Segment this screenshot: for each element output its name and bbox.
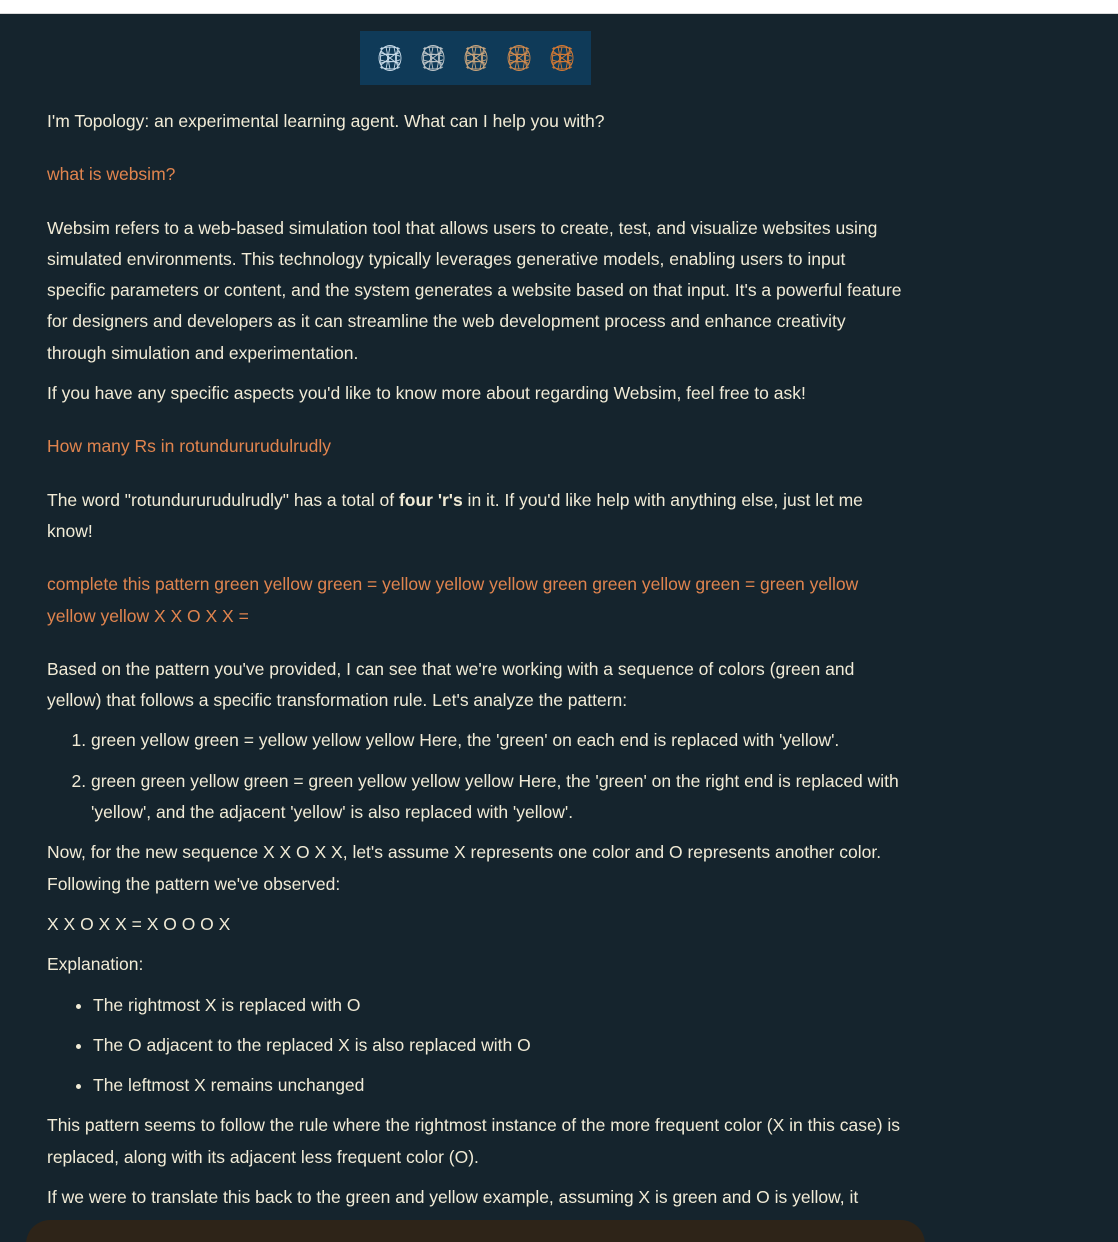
pattern-steps-list xyxy=(47,725,907,828)
knot-glyph-icon xyxy=(375,43,405,73)
agent-bold-text: four 'r's xyxy=(398,489,463,510)
agent-message-paragraph: If you have any specific aspects you'd like to know more about regarding Websim, feel free to ask! xyxy=(47,383,806,404)
agent-message-paragraph: If we were to translate this back to the green and yellow example, assuming X is green and O is yellow, it xyxy=(47,1187,859,1208)
explanation-bullets xyxy=(47,990,907,1102)
agent-message-paragraph: This pattern seems to follow the rule where the rightmost instance of the more frequent color (X in this case) is replaced, along with its adjacent less frequent color (O). xyxy=(47,1115,901,1167)
knot-glyph-icon xyxy=(504,43,534,73)
message-composer[interactable] xyxy=(26,1220,925,1242)
agent-message-paragraph: Websim refers to a web-based simulation tool that allows users to create, test, and visualize websites using simulated environments. This technology typically leverages generative models, enabling users to input specific parameters or content, and the system generates a website based on that input. It's a powerful feature for designers and developers as it can streamline the web development process and enhance creativity through simulation and experimentation. xyxy=(47,217,902,363)
knot-glyph-strokes xyxy=(508,46,530,71)
user-message: How many Rs in rotundururudulrudly xyxy=(47,436,332,457)
agent-text: in it. If you'd like help with anything else, just let me know! xyxy=(47,489,863,541)
list-item: 1. green yellow green = yellow yellow yellow Here, the 'green' on each end is replaced with 'yellow'. xyxy=(91,725,907,756)
agent-message-paragraph: Now, for the new sequence X X O X X, let's assume X represents one color and O represents another color. Following the pattern we've observed: xyxy=(47,842,882,894)
knot-glyph-strokes xyxy=(379,46,401,71)
knot-glyph-strokes xyxy=(422,46,444,71)
list-item: • The rightmost X is replaced with O xyxy=(93,990,907,1021)
knot-glyph-icon xyxy=(547,43,577,73)
knot-glyph-strokes xyxy=(465,46,487,71)
conversation xyxy=(47,106,907,1222)
list-item: • The leftmost X remains unchanged xyxy=(93,1070,907,1101)
agent-message-paragraph xyxy=(47,485,907,548)
user-message: what is websim? xyxy=(47,164,176,185)
list-item: • The O adjacent to the replaced X is also replaced with O xyxy=(93,1030,907,1061)
pattern-answer: X X O X X = X O O O X xyxy=(47,913,231,934)
list-item: 2. green green yellow green = green yellow yellow yellow Here, the 'green' on the right end is replaced with 'yellow', and the adjacent 'yellow' is also replaced with 'yellow'. xyxy=(91,766,907,829)
knot-glyph-strokes xyxy=(551,46,573,71)
agent-message-paragraph: Based on the pattern you've provided, I can see that we're working with a sequence of colors (green and yellow) that follows a specific transformation rule. Let's analyze the pattern: xyxy=(47,658,855,711)
knot-glyph-icon xyxy=(461,43,491,73)
agent-greeting: I'm Topology: an experimental learning agent. What can I help you with? xyxy=(47,111,605,131)
explanation-label: Explanation: xyxy=(47,954,144,975)
agent-text: The word "rotundururudulrudly" has a total of xyxy=(47,489,399,510)
knot-glyph-icon xyxy=(418,43,448,73)
topology-logo-banner xyxy=(360,31,591,85)
window-top-strip xyxy=(0,0,1118,14)
chat-page xyxy=(0,14,1118,1242)
user-message: complete this pattern green yellow green = yellow yellow yellow green green yellow green = green yellow yellow yellow X X O X X = xyxy=(47,574,859,626)
